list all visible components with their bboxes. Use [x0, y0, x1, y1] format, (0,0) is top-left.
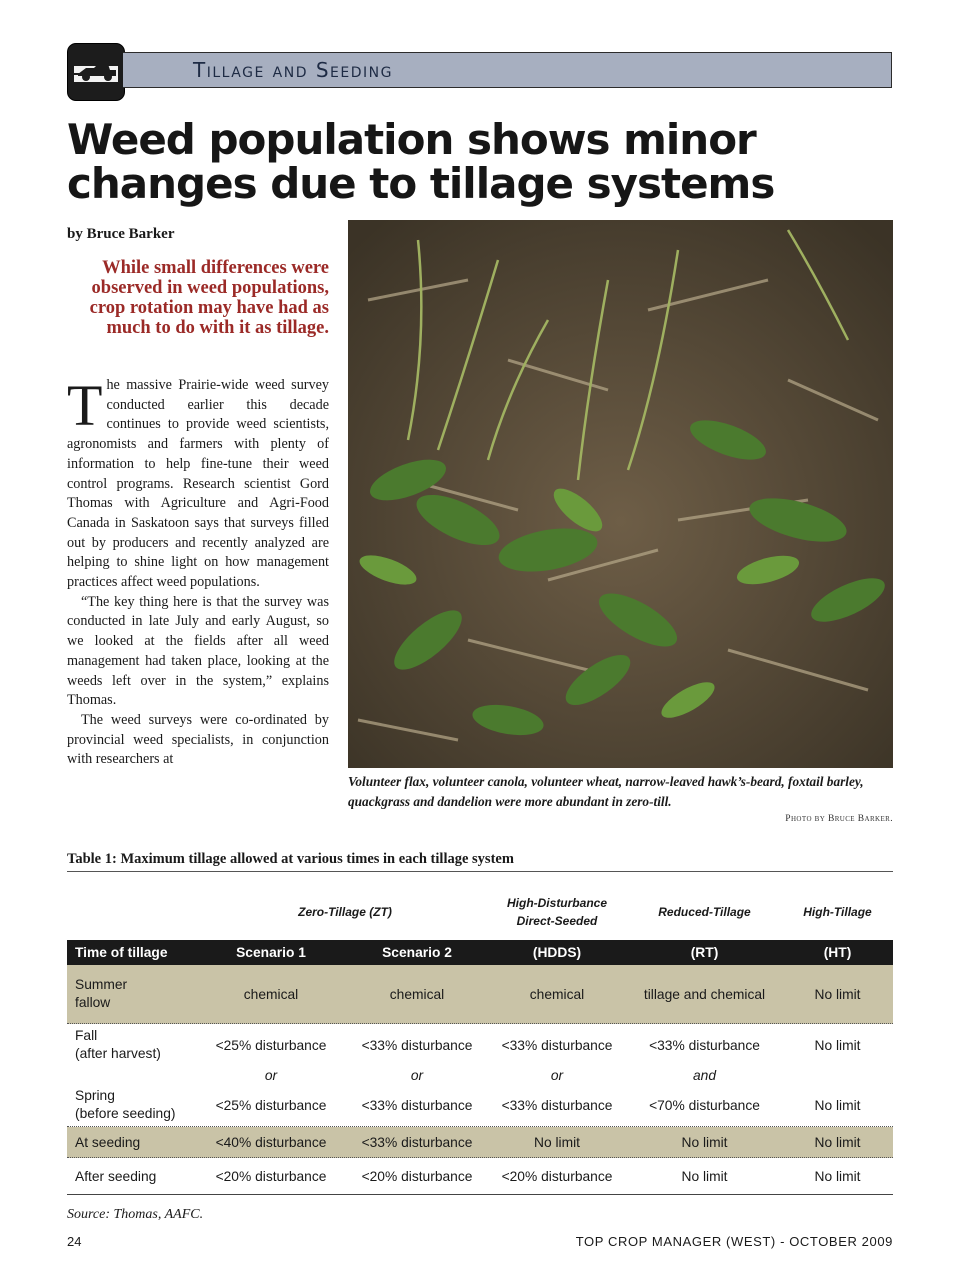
- table-cell: <33% disturbance: [649, 1037, 760, 1053]
- table-header-row: [67, 940, 893, 965]
- column-header: Scenario 1: [236, 945, 306, 960]
- column-header: (RT): [690, 945, 719, 960]
- paragraph-2: “The key thing here is that the survey was conducted in late July and early August, so we looked at the fields after all weed management had taken place, looking at the weeds left over in the system,” explains Thomas.: [67, 593, 329, 709]
- paragraph-3: The weed surveys were co-ordinated by provincial weed specialists, in conjunction with researchers at: [67, 711, 329, 768]
- table-cell: No limit: [814, 1168, 861, 1184]
- photo-caption: Volunteer flax, volunteer canola, volunteer wheat, narrow-leaved hawk’s-beard, foxtail barley, quackgrass and dandelion were more abundant in zero-till.: [348, 774, 864, 809]
- table-cell: <33% disturbance: [361, 1037, 473, 1053]
- paragraph-1: The massive Prairie-wide weed survey conducted earlier this decade continues to provide weed scientists, agronomists and farmers with plenty of information to help fine-tune their weed control programs. Research scientist Gord Thomas with Agriculture and Agri-Food Canada in Saskatoon says that surveys filled out by producers and recently analyzed are helping to shine light on how management practices affect weed populations.: [67, 373, 329, 591]
- photo-credit: Photo by Bruce Barker.: [785, 814, 893, 824]
- table-title: Table 1: Maximum tillage allowed at various times in each tillage system: [67, 851, 514, 867]
- byline: by Bruce Barker: [67, 226, 175, 242]
- group-zt: Zero-Tillage (ZT): [298, 905, 392, 919]
- table-row: [67, 965, 893, 1024]
- table-group-header: [67, 884, 893, 940]
- table-cell: chemical: [243, 986, 299, 1002]
- tractor-icon: [67, 43, 125, 101]
- table-cell: <70% disturbance: [649, 1097, 760, 1113]
- row-label: Spring (before seeding): [75, 1088, 176, 1121]
- group-ht: High-Tillage: [803, 905, 872, 919]
- table-cell: <33% disturbance: [361, 1134, 473, 1150]
- section-bar: [123, 52, 892, 88]
- table-cell: tillage and chemical: [643, 986, 766, 1002]
- group-rt: Reduced-Tillage: [658, 905, 751, 919]
- column-header: (HT): [823, 945, 852, 960]
- table-cell: <25% disturbance: [215, 1097, 327, 1113]
- table-row: [67, 1158, 893, 1195]
- page-number: 24: [67, 1234, 82, 1249]
- tillage-table: [67, 884, 893, 1195]
- section-title: Tillage and Seeding: [193, 58, 393, 82]
- table-cell: <40% disturbance: [215, 1134, 327, 1150]
- section-banner: [67, 43, 893, 101]
- column-header: Scenario 2: [382, 945, 452, 960]
- table-cell: <20% disturbance: [501, 1168, 613, 1184]
- table-cell: No limit: [814, 1097, 861, 1113]
- table-cell: No limit: [681, 1134, 728, 1150]
- connector: and: [692, 1067, 717, 1083]
- table-cell: No limit: [814, 986, 861, 1002]
- row-label: At seeding: [75, 1134, 141, 1150]
- table-connector-row: [67, 1066, 893, 1084]
- table-row: [67, 1127, 893, 1158]
- connector: or: [410, 1067, 424, 1083]
- table-cell: No limit: [814, 1037, 861, 1053]
- table-title-rule: [67, 871, 893, 872]
- row-label: After seeding: [75, 1168, 157, 1184]
- table-cell: <33% disturbance: [361, 1097, 473, 1113]
- connector: or: [550, 1067, 564, 1083]
- drop-cap: T: [67, 373, 103, 438]
- connector: or: [264, 1067, 278, 1083]
- magazine-footer: TOP CROP MANAGER (WEST) - OCTOBER 2009: [575, 1234, 893, 1249]
- table-cell: <33% disturbance: [501, 1037, 613, 1053]
- table-cell: No limit: [534, 1134, 580, 1150]
- pull-quote: While small differences were observed in weed populations, crop rotation may have had as much to do with it as tillage.: [89, 258, 329, 338]
- group-hdds: High-Disturbance Direct-Seeded: [506, 896, 607, 928]
- column-header: (HDDS): [532, 945, 582, 960]
- table-cell: <25% disturbance: [215, 1037, 327, 1053]
- table-source: Source: Thomas, AAFC.: [67, 1207, 204, 1222]
- row-label: Fall (after harvest): [75, 1028, 161, 1061]
- table-row: [67, 1024, 893, 1066]
- column-header: Time of tillage: [75, 945, 168, 960]
- table-cell: No limit: [814, 1134, 861, 1150]
- table-cell: <20% disturbance: [215, 1168, 327, 1184]
- table-row: [67, 1084, 893, 1127]
- table-cell: <33% disturbance: [501, 1097, 613, 1113]
- table-cell: No limit: [681, 1168, 728, 1184]
- headline: Weed population shows minor changes due to tillage systems: [67, 115, 775, 208]
- table-cell: <20% disturbance: [361, 1168, 473, 1184]
- row-label: Summer fallow: [75, 977, 128, 1010]
- weed-photo: [348, 220, 893, 768]
- table-cell: chemical: [389, 986, 445, 1002]
- article-body: [67, 373, 329, 770]
- table-cell: chemical: [529, 986, 585, 1002]
